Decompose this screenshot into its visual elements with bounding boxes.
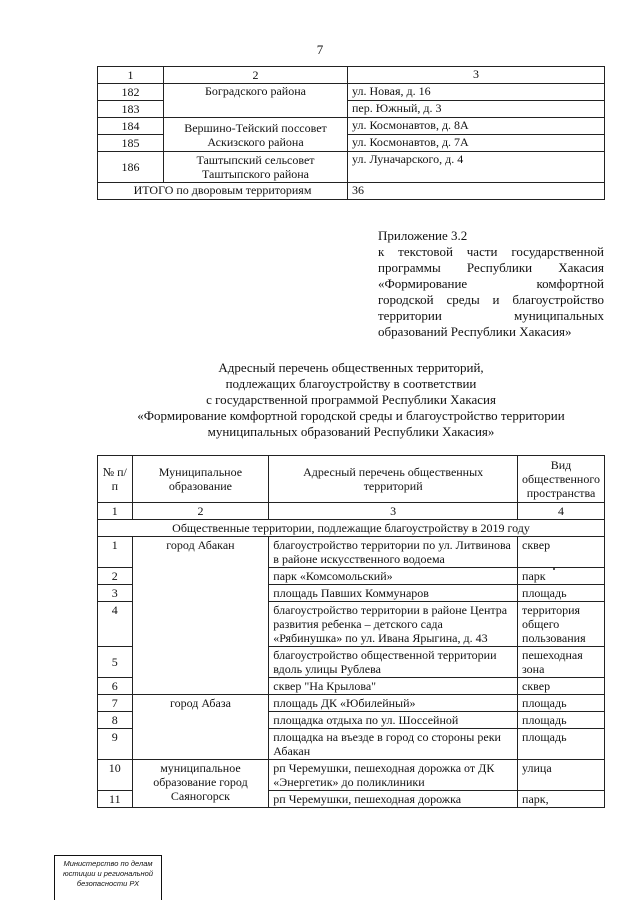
row-number: 6: [98, 678, 133, 695]
type-cell: площадь: [518, 585, 605, 602]
type-cell: площадь: [518, 695, 605, 712]
total-value: 36: [348, 183, 605, 200]
address-cell: ул. Новая, д. 16: [348, 84, 605, 101]
page-number: 7: [316, 42, 324, 57]
header-municipality: Муниципальное образование: [132, 456, 269, 503]
address-cell: ул. Космонавтов, д. 8А: [348, 118, 605, 135]
table-row: [98, 118, 605, 135]
municipality-cell: Боградского района: [164, 84, 348, 118]
address-cell: площадка на въезде в город со стороны реки Абакан: [269, 729, 518, 760]
ministry-stamp: [54, 855, 162, 900]
type-cell: улица: [518, 760, 605, 791]
row-number: 1: [98, 537, 133, 568]
appendix-line: образований Республики Хакасия»: [378, 324, 572, 339]
header-cell: 2: [164, 67, 348, 84]
address-cell: ул. Луначарского, д. 4: [348, 152, 605, 183]
stamp-line: безопасности РХ: [76, 879, 140, 888]
table-row: [98, 760, 605, 791]
row-number: 11: [98, 791, 133, 808]
stamp-line: юстиции и региональной: [62, 869, 154, 878]
title-line: «Формирование комфортной городской среды и благоустройство территории: [137, 408, 565, 423]
address-cell: площадка отдыха по ул. Шоссейной: [269, 712, 518, 729]
table-row: [98, 537, 605, 568]
stamp-line: Министерство по делам: [63, 859, 153, 868]
type-cell: площадь: [518, 712, 605, 729]
header-cell: 1: [98, 67, 164, 84]
header-address: Адресный перечень общественных территорий: [269, 456, 518, 503]
header-num: № п/п: [98, 456, 133, 503]
row-number: 7: [98, 695, 133, 712]
index-cell: 3: [269, 503, 518, 520]
header-type: Вид общественного пространства: [518, 456, 605, 503]
address-cell: ул. Космонавтов, д. 7А: [348, 135, 605, 152]
appendix-line: городской среды и благоустройство: [378, 292, 604, 307]
document-title: [97, 360, 605, 440]
row-number: 185: [98, 135, 164, 152]
row-number: 4: [98, 602, 133, 647]
title-line: Адресный перечень общественных территорий,: [218, 360, 484, 375]
address-cell: сквер "На Крылова": [269, 678, 518, 695]
address-cell: благоустройство общественной территории вдоль улицы Рублева: [269, 647, 518, 678]
appendix-line: программы Республики Хакасия: [378, 260, 604, 275]
appendix-line: к текстовой части государственной: [378, 244, 604, 259]
row-number: 3: [98, 585, 133, 602]
type-cell: парк: [518, 568, 605, 585]
municipality-cell: город Абаза: [132, 695, 269, 760]
address-cell: рп Черемушки, пешеходная дорожка от ДК «Энергетик» до поликлиники: [269, 760, 518, 791]
row-number: 10: [98, 760, 133, 791]
row-number: 5: [98, 647, 133, 678]
section-row: [98, 520, 605, 537]
municipality-cell: Таштыпский сельсовет Таштыпского района: [164, 152, 348, 183]
index-cell: 4: [518, 503, 605, 520]
row-number: 182: [98, 84, 164, 101]
section-title: Общественные территории, подлежащие благоустройству в 2019 году: [98, 520, 605, 537]
table-header-row: [98, 67, 605, 84]
appendix-line: территории муниципальных: [378, 308, 604, 323]
table-row: [98, 84, 605, 101]
scan-speck: [553, 568, 555, 570]
type-cell: сквер: [518, 678, 605, 695]
row-number: 183: [98, 101, 164, 118]
address-cell: площадь Павших Коммунаров: [269, 585, 518, 602]
address-cell: площадь ДК «Юбилейный»: [269, 695, 518, 712]
total-label: ИТОГО по дворовым территориям: [98, 183, 348, 200]
address-cell: благоустройство территории по ул. Литвинова в районе искусственного водоема: [269, 537, 518, 568]
appendix-line: «Формирование комфортной: [378, 276, 604, 291]
obshchestvennye-territorii-table: [97, 455, 605, 808]
municipality-cell: Вершино-Тейский поссовет Аскизского района: [164, 118, 348, 152]
row-number: 184: [98, 118, 164, 135]
row-number: 9: [98, 729, 133, 760]
row-number: 186: [98, 152, 164, 183]
title-line: с государственной программой Республики Хакасия: [206, 392, 496, 407]
table-header-row: [98, 456, 605, 503]
index-cell: 2: [132, 503, 269, 520]
municipality-cell: муниципальное образование город Саяногорск: [132, 760, 269, 808]
row-number: 8: [98, 712, 133, 729]
column-index-row: [98, 503, 605, 520]
address-cell: рп Черемушки, пешеходная дорожка: [269, 791, 518, 808]
type-cell: территория общего пользования: [518, 602, 605, 647]
row-number: 2: [98, 568, 133, 585]
type-cell: парк,: [518, 791, 605, 808]
municipality-cell: город Абакан: [132, 537, 269, 695]
type-cell: пешеходная зона: [518, 647, 605, 678]
address-cell: парк «Комсомольский»: [269, 568, 518, 585]
type-cell: сквер: [518, 537, 605, 568]
total-row: [98, 183, 605, 200]
address-cell: пер. Южный, д. 3: [348, 101, 605, 118]
table-row: [98, 695, 605, 712]
address-cell: благоустройство территории в районе Центра развития ребенка – детского сада «Рябинушка» по ул. Ивана Ярыгина, д. 43: [269, 602, 518, 647]
header-cell: 3: [348, 67, 605, 84]
title-line: подлежащих благоустройству в соответствии: [225, 376, 477, 391]
table-row: [98, 152, 605, 183]
appendix-line: Приложение 3.2: [378, 228, 468, 243]
dvorovye-territorii-table: [97, 66, 605, 200]
title-line: муниципальных образований Республики Хакасия»: [207, 424, 495, 439]
appendix-caption: [378, 228, 604, 340]
index-cell: 1: [98, 503, 133, 520]
type-cell: площадь: [518, 729, 605, 760]
